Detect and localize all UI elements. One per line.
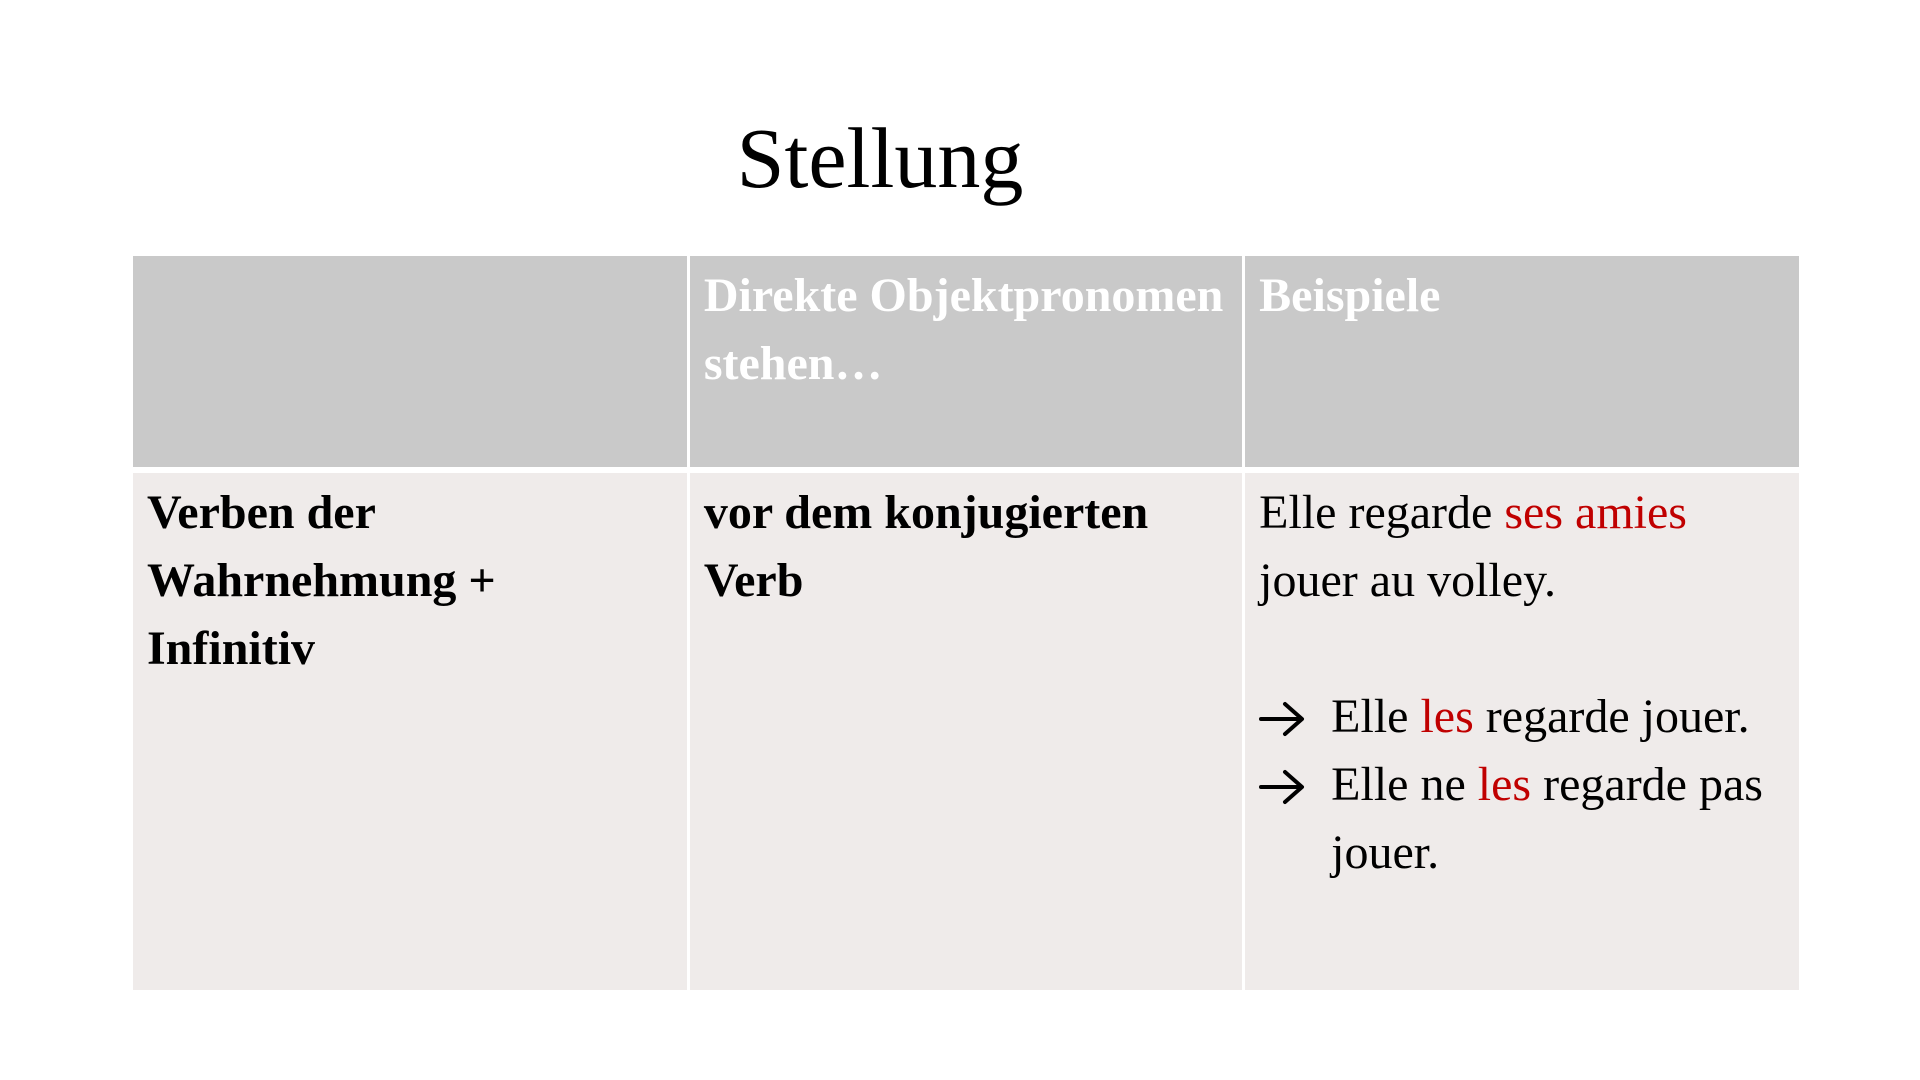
header-pronoun-position: Direkte Objektpronomen stehen… (688, 256, 1243, 470)
examples-cell (1244, 470, 1799, 990)
category-cell: Verben der Wahrnehmung + Infinitiv (133, 470, 688, 990)
grammar-table (133, 256, 1799, 990)
example-highlight: ses amies (1504, 486, 1687, 539)
example-spacer (1259, 615, 1785, 683)
result-1-text-after: regarde jouer. (1473, 690, 1750, 743)
header-empty-cell (133, 256, 688, 470)
header-examples: Beispiele (1244, 256, 1799, 470)
slide-title: Stellung (736, 110, 1024, 206)
table-row (133, 470, 1799, 990)
example-sentence (1259, 479, 1785, 615)
result-2-text-before: Elle ne (1331, 758, 1478, 811)
table-header-row (133, 256, 1799, 470)
position-cell: vor dem konjugierten Verb (688, 470, 1243, 990)
result-sentence-1 (1331, 683, 1785, 751)
result-2-text-after: regarde pas jouer. (1331, 758, 1763, 879)
result-item-2 (1259, 751, 1785, 887)
result-sentence-2 (1331, 751, 1785, 887)
result-1-text-before: Elle (1331, 690, 1421, 743)
right-arrow-icon (1259, 683, 1331, 737)
example-text-after: jouer au volley. (1259, 554, 1556, 607)
result-2-highlight: les (1477, 758, 1532, 811)
result-item-1 (1259, 683, 1785, 751)
example-text-before: Elle regarde (1259, 486, 1505, 539)
right-arrow-icon (1259, 751, 1331, 805)
result-1-highlight: les (1420, 690, 1474, 743)
